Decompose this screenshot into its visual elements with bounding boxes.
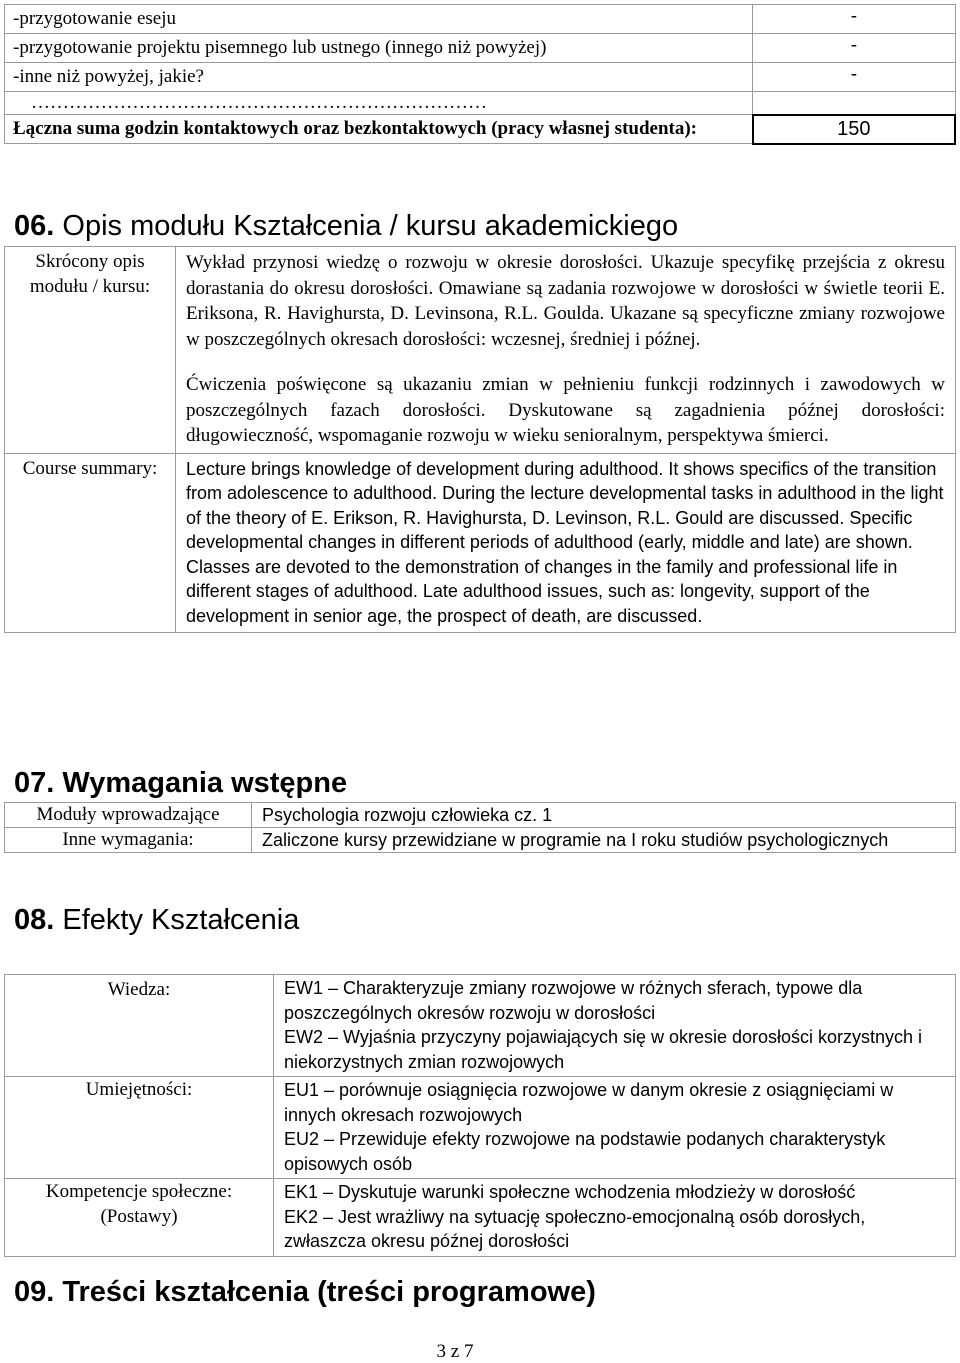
short-description-label: Skrócony opis modułu / kursu: — [5, 247, 176, 454]
section-title: Efekty Kształcenia — [62, 904, 300, 936]
hours-total-value: 150 — [753, 115, 955, 144]
hours-row — [5, 92, 956, 115]
description-pl-paragraph-2: Ćwiczenia poświęcone są ukazaniu zmian w pełnieniu funkcji rodzinnych i zawodowych w poszczególnych fazach dorosłości. Dyskutowane są zagadnienia późnej dorosłości: długowieczność, wspomaganie rozwoju w wieku senioralnym, perspektywa śmierci. — [186, 374, 945, 446]
page-number: 3 z 7 — [436, 1341, 474, 1362]
outcome-item: EW1 – Charakteryzuje zmiany rozwojowe w różnych sferach, typowe dla poszczególnych okresów rozwoju w dorosłości — [284, 978, 863, 1023]
knowledge-items — [274, 975, 956, 1077]
hours-total-row — [5, 115, 956, 144]
outcome-item: EU1 – porównuje osiągnięcia rozwojowe w danym okresie z osiągnięciami w innych okresach rozwojowych — [284, 1080, 894, 1125]
table-row — [5, 1077, 956, 1179]
hours-total-label: Łączna suma godzin kontaktowych oraz bezkontaktowych (pracy własnej studenta): — [5, 115, 753, 144]
hours-row-value: - — [753, 5, 955, 34]
course-description-table — [4, 246, 956, 633]
other-requirements-label: Inne wymagania: — [5, 828, 252, 853]
outcome-item: EW2 – Wyjaśnia przyczyny pojawiających się w okresie dorosłości korzystnych i niekorzystnych zmian rozwojowych — [284, 1027, 923, 1072]
table-row — [5, 453, 956, 633]
hours-row-label: -przygotowanie eseju — [5, 5, 753, 34]
section-09-heading — [14, 1275, 596, 1309]
intro-modules-value: Psychologia rozwoju człowieka cz. 1 — [252, 803, 956, 828]
section-06-heading — [14, 209, 678, 243]
hours-row-value — [753, 92, 955, 115]
section-title: Wymagania wstępne — [62, 767, 348, 799]
hours-row-label: -przygotowanie projektu pisemnego lub ustnego (innego niż powyżej) — [5, 34, 753, 63]
intro-modules-label: Moduły wprowadzające — [5, 803, 252, 828]
course-summary-text: Lecture brings knowledge of development during adulthood. It shows specifics of the transition from adolescence to adulthood. During the lecture developmental tasks in adulthood in the light of the theory of E. Erikson, R. Havighursta, D. Levinson, R.L. Gould are discussed. Specific developmental changes in different periods of adulthood (early, middle and late) are shown. Classes are devoted to the demonstration of changes in the family and professional life in different stages of adulthood. Late adulthood issues, such as: longevity, support of the development in senior age, the prospect of death, are discussed. — [186, 458, 944, 626]
table-row — [5, 803, 956, 828]
table-row — [5, 975, 956, 1077]
outcome-item: EK1 – Dyskutuje warunki społeczne wchodzenia młodzieży w dorosłość — [284, 1182, 856, 1202]
table-row — [5, 1179, 956, 1257]
skills-label: Umiejętności: — [5, 1077, 274, 1179]
hours-row — [5, 5, 956, 34]
requirements-table — [4, 802, 956, 853]
section-number: 08. — [14, 904, 55, 936]
section-08-heading — [14, 903, 299, 937]
table-row — [5, 247, 956, 454]
knowledge-label: Wiedza: — [5, 975, 274, 1077]
description-pl-paragraph-1: Wykład przynosi wiedzę o rozwoju w okresie dorosłości. Ukazuje specyfikę przejścia z okresu dorastania do okresu dorosłości. Omawiane są zadania rozwojowe w dorosłości w świetle teorii E. Eriksona, R. Havighursta, D. Levinsona, R.L. Goulda. Ukazane są specyficzne zmiany rozwojowe w poszczególnych okresach dorosłości: wczesnej, średniej i późnej. — [186, 252, 945, 350]
hours-row-label: -inne niż powyżej, jakie? — [5, 63, 753, 92]
hours-row-value: - — [753, 34, 955, 63]
section-number: 09. — [14, 1276, 55, 1308]
hours-row — [5, 34, 956, 63]
course-summary-cell — [176, 453, 956, 633]
social-competences-label: Kompetencje społeczne: (Postawy) — [5, 1179, 274, 1257]
hours-row-value: - — [753, 63, 955, 92]
hours-table — [4, 4, 956, 145]
other-requirements-value: Zaliczone kursy przewidziane w programie na I roku studiów psychologicznych — [252, 828, 956, 853]
course-summary-label: Course summary: — [5, 453, 176, 633]
section-07-heading — [14, 766, 347, 800]
outcome-item: EU2 – Przewiduje efekty rozwojowe na podstawie podanych charakterystyk opisowych osób — [284, 1129, 886, 1174]
section-title: Treści kształcenia (treści programowe) — [62, 1276, 596, 1308]
outcome-item: EK2 – Jest wrażliwy na sytuację społeczno-emocjonalną osób dorosłych, zwłaszcza okresu późnej dorosłości — [284, 1206, 866, 1251]
section-title: Opis modułu Kształcenia / kursu akademickiego — [62, 210, 679, 242]
skills-items — [274, 1077, 956, 1179]
learning-outcomes-table — [4, 974, 956, 1257]
social-competences-items — [274, 1179, 956, 1257]
section-number: 06. — [14, 210, 55, 242]
table-row — [5, 828, 956, 853]
hours-row-label: ……………………………………………………………… — [5, 92, 753, 115]
section-number: 07. — [14, 767, 55, 799]
short-description-cell — [176, 247, 956, 454]
hours-row — [5, 63, 956, 92]
